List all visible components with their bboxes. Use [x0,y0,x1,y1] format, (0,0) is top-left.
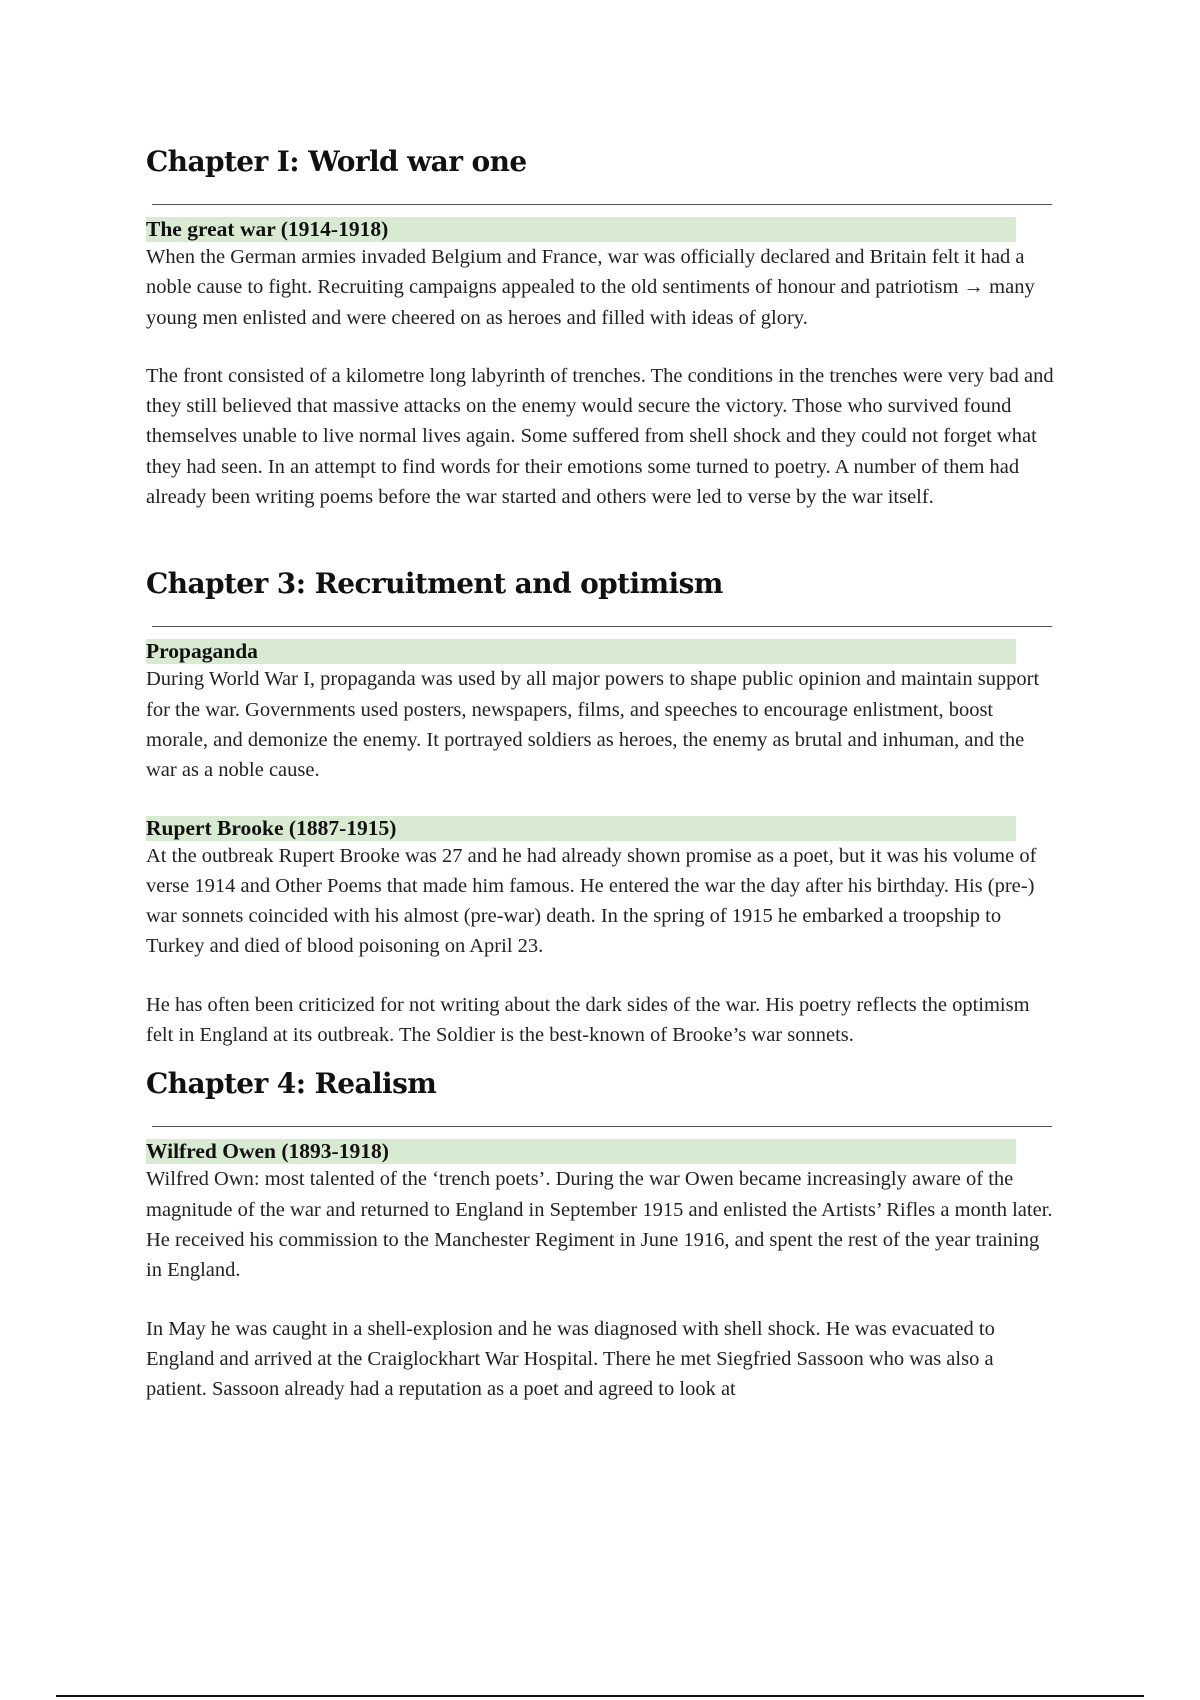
chapter-divider [152,204,1052,205]
chapter-3 [146,564,1056,1050]
chapter-title: Chapter 4: Realism [146,1067,437,1101]
chapter-4 [146,1064,1056,1404]
section-heading: Rupert Brooke (1887-1915) [146,816,1016,841]
section-heading: Propaganda [146,639,1016,664]
paragraph-spacer [146,962,1056,990]
paragraph: During World War I, propaganda was used by all major powers to shape public opinion and maintain support for the war. Governments used posters, newspapers, films, and speeches to encourage enlistment, boost morale, and demonize the enemy. It portrayed soldiers as heroes, the enemy as brutal and inhuman, and the war as a noble cause. [146,668,1040,782]
chapter-spacer [146,1050,1056,1064]
paragraph: In May he was caught in a shell-explosion and he was diagnosed with shell shock. He was evacuated to England and arrived at the Craiglockhart War Hospital. There he met Siegfried Sassoon who was also a patient. Sassoon already had a reputation as a poet and agreed to look at [146,1317,995,1401]
chapter-divider [152,626,1052,627]
paragraph: The front consisted of a kilometre long labyrinth of trenches. The conditions in the trenches were very bad and they still believed that massive attacks on the enemy would secure the victory. Those who survived found themselves unable to live normal lives again. Some suffered from shell shock and they could not forget what they had seen. In an attempt to find words for their emotions some turned to poetry. A number of them had already been writing poems before the war started and others were led to verse by the war itself. [146,364,1054,509]
chapter-spacer [146,512,1056,564]
page-bottom-rule [56,1695,1144,1697]
paragraph: When the German armies invaded Belgium and France, war was officially declared and Britain felt it had a noble cause to fight. Recruiting campaigns appealed to the old sentiments of honour and patriotism → many young men enlisted and were cheered on as heroes and filled with ideas of glory. [146,246,1035,329]
section-heading: Wilfred Owen (1893-1918) [146,1139,1016,1164]
chapter-1 [146,142,1056,512]
chapter-title: Chapter 3: Recruitment and optimism [146,567,723,601]
paragraph: At the outbreak Rupert Brooke was 27 and he had already shown promise as a poet, but it was his volume of verse 1914 and Other Poems that made him famous. He entered the war the day after his birthday. His (pre-) war sonnets coincided with his almost (pre-war) death. In the spring of 1915 he embarked a troopship to Turkey and died of blood poisoning on April 23. [146,844,1037,958]
section-heading: The great war (1914-1918) [146,217,1016,242]
chapter-title: Chapter I: World war one [146,145,527,178]
paragraph-spacer [146,1286,1056,1314]
chapter-divider [152,1126,1052,1127]
paragraph-spacer [146,333,1056,361]
paragraph: Wilfred Own: most talented of the ‘trench poets’. During the war Owen became increasingly aware of the magnitude of the war and returned to England in September 1915 and enlisted the Artists’ Rifles a month later. He received his commission to the Manchester Regiment in June 1916, and spent the rest of the year training in England. [146,1168,1053,1282]
document-content [146,142,1056,1404]
section-spacer [146,786,1056,816]
paragraph: He has often been criticized for not writing about the dark sides of the war. His poetry reflects the optimism felt in England at its outbreak. The Soldier is the best-known of Brooke’s war sonnets. [146,993,1030,1047]
